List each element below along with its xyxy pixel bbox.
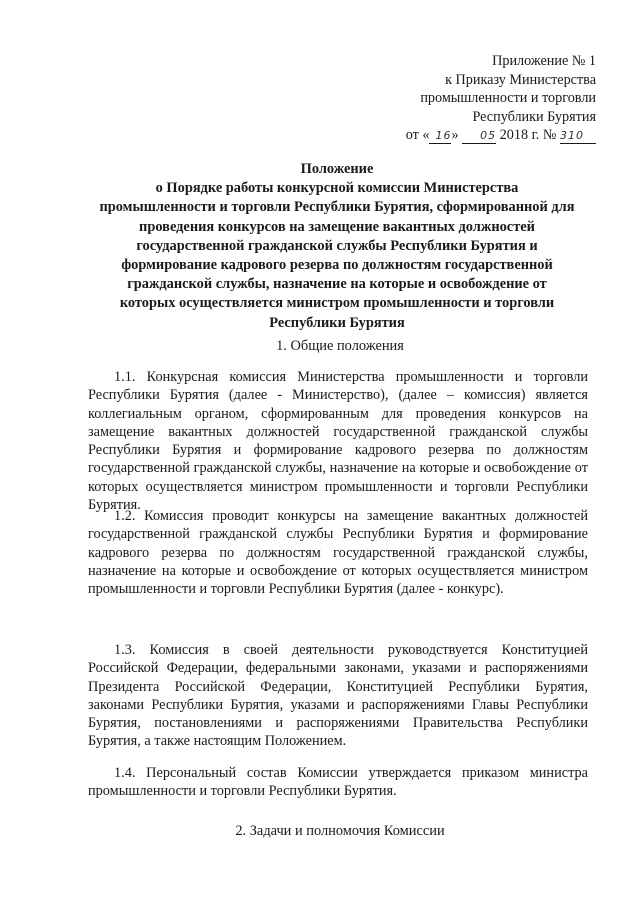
annex-ministry: промышленности и торговли bbox=[420, 90, 596, 106]
title-line-6: гражданской службы, назначение на которые и освобождение от bbox=[127, 276, 547, 293]
date-month-handwritten: 05 bbox=[480, 129, 497, 142]
paragraph-1-4: 1.4. Персональный состав Комиссии утверждается приказом министра промышленности и торговли Республики Бурятия. bbox=[88, 765, 588, 800]
date-day-field bbox=[429, 128, 451, 144]
annex-date-line bbox=[336, 126, 596, 145]
title-line-5: формирование кадрового резерва по должностям государственной bbox=[121, 257, 553, 274]
document-title bbox=[72, 160, 602, 333]
title-line-1: о Порядке работы конкурсной комиссии Министерства bbox=[155, 180, 519, 197]
annex-republic: Республики Бурятия bbox=[472, 108, 596, 125]
order-number-field bbox=[560, 128, 596, 144]
date-day-handwritten: 16 bbox=[435, 129, 452, 142]
paragraph-1-3: 1.3. Комиссия в своей деятельности руководствуется Конституцией Российской Федерации, федеральными законами, указами и распоряжениями Президента Российской Федерации, Конституцией Республики Бурятия, законами Республики Бурятия, указами и распоряжениями Главы Республики Бурятия, постановлениями и распоряжениями Правительства Республики Бурятия, а также настоящим Положением. bbox=[88, 642, 588, 750]
date-month-field bbox=[462, 128, 496, 144]
paragraph-1-2: 1.2. Комиссия проводит конкурсы на замещение вакантных должностей государственной гражданской службы Республики Бурятия и формирование кадрового резерва по должностям государственной гражданской службы, назначение на которые и освобождение от которых осуществляется министром промышленности и торговли Республики Бурятия (далее - конкурс). bbox=[88, 508, 588, 598]
title-heading: Положение bbox=[300, 161, 374, 177]
title-line-2: промышленности и торговли Республики Бурятия, сформированной для bbox=[99, 199, 575, 216]
title-line-8: Республики Бурятия bbox=[269, 314, 405, 331]
paragraph-1-1: 1.1. Конкурсная комиссия Министерства промышленности и торговли Республики Бурятия (далее - Министерство), (далее – комиссия) является коллегиальным органом, сформированным для проведения конкурсов на замещение вакантных должностей государственной гражданской службы Республики Бурятия и формирование кадрового резерва по должностям государственной гражданской службы, назначение на которые и освобождение от которых осуществляется министром промышленности и торговли Республики Бурятия. bbox=[88, 369, 588, 514]
date-prefix: от « bbox=[405, 127, 430, 143]
order-number-handwritten: 310 bbox=[560, 129, 584, 142]
section-heading-general: 1. Общие положения bbox=[276, 338, 404, 354]
annex-order-ref: к Приказу Министерства bbox=[445, 71, 596, 88]
title-line-7: которых осуществляется министром промышленности и торговли bbox=[119, 295, 555, 312]
title-line-4: государственной гражданской службы Республики Бурятия и bbox=[136, 237, 538, 254]
title-line-3: проведения конкурсов на замещение вакантных должностей bbox=[139, 218, 535, 235]
annex-block bbox=[336, 52, 596, 145]
date-year: 2018 г. № bbox=[499, 127, 557, 143]
date-separator: » bbox=[451, 127, 459, 143]
annex-title: Приложение № 1 bbox=[492, 53, 596, 69]
section-heading-tasks: 2. Задачи и полномочия Комиссии bbox=[235, 823, 445, 839]
